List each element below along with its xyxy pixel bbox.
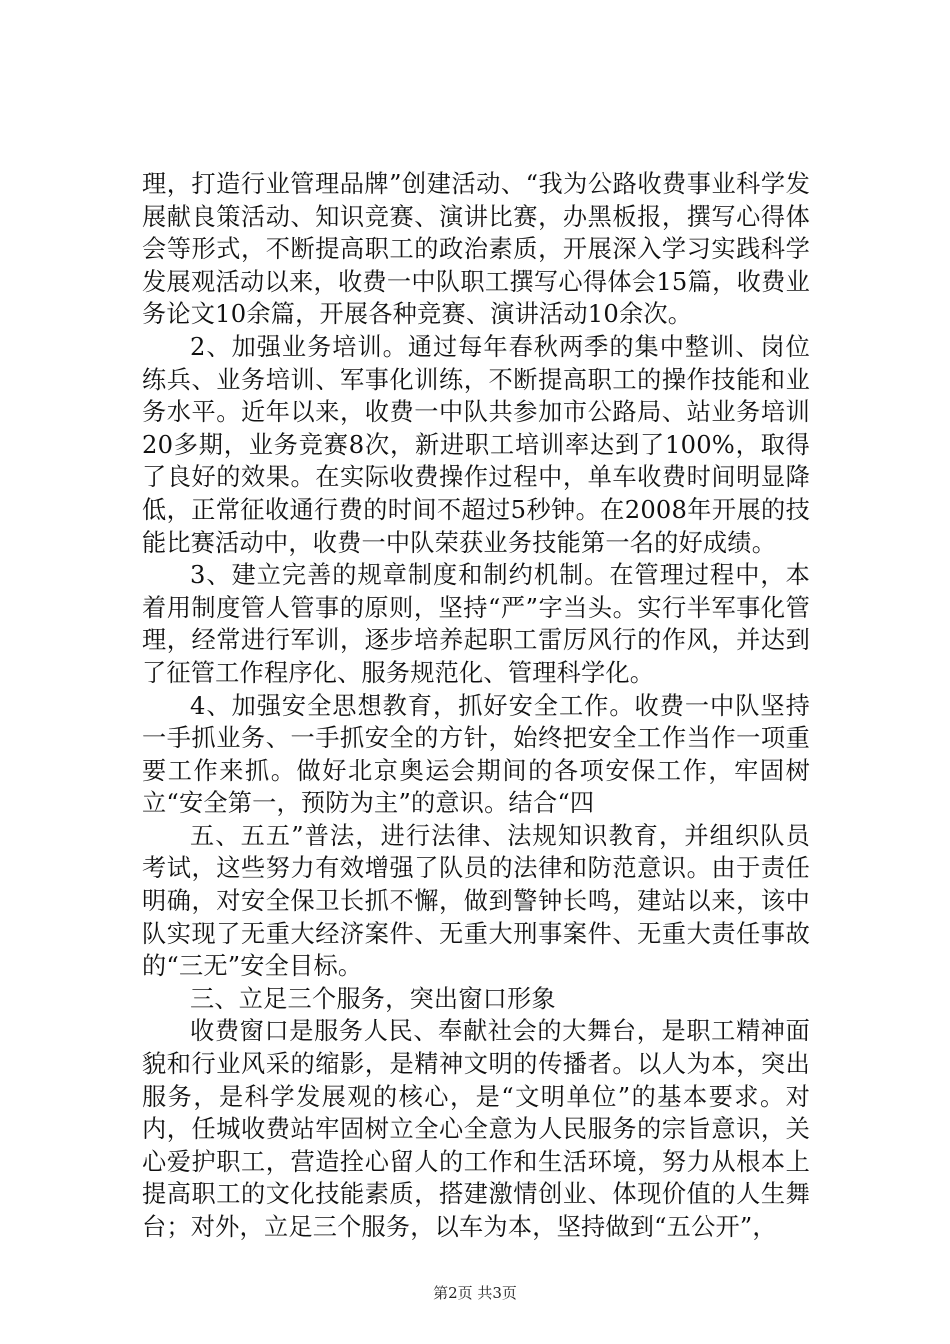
page-number-footer: 第2页 共3页 [433,1284,517,1302]
paragraph-2: 2、加强业务培训。通过每年春秋两季的集中整训、岗位练兵、业务培训、军事化训练，不断提高职工的操作技能和业务水平。近年以来，收费一中队共参加市公路局、站业务培训20多期，业务竞赛8次，新进职工培训率达到了100%，取得了良好的效果。在实际收费操作过程中，单车收费时间明显降低，正常征收通行费的时间不超过5秒钟。在2008年开展的技能比赛活动中，收费一中队荣获业务技能第一名的好成绩。 [142,332,810,557]
section-heading: 三、立足三个服务，突出窗口形象 [190,984,556,1013]
paragraph-4: 4、加强安全思想教育，抓好安全工作。收费一中队坚持一手抓业务、一手抓安全的方针，始终把安全工作当作一项重要工作来抓。做好北京奥运会期间的各项安保工作，牢固树立“安全第一，预防为主”的意识。结合“四 [142,691,810,818]
document-body [142,168,810,1244]
paragraph-3: 3、建立完善的规章制度和制约机制。在管理过程中，本着用制度管人管事的原则，坚持“严”字当头。实行半军事化管理，经常进行军训，逐步培养起职工雷厉风行的作风，并达到了征管工作程序化、服务规范化、管理科学化。 [142,561,810,687]
paragraph-6: 收费窗口是服务人民、奉献社会的大舞台，是职工精神面貌和行业风采的缩影，是精神文明的传播者。以人为本，突出服务，是科学发展观的核心，是“文明单位”的基本要求。对内，任城收费站牢固树立全心全意为人民服务的宗旨意识，关心爱护职工，营造拴心留人的工作和生活环境，努力从根本上提高职工的文化技能素质，搭建激情创业、体现价值的人生舞台；对外，立足三个服务，以车为本，坚持做到“五公开”， [142,1017,810,1241]
paragraph-1: 理，打造行业管理品牌”创建活动、“我为公路收费事业科学发展献良策活动、知识竞赛、演讲比赛，办黑板报，撰写心得体会等形式，不断提高职工的政治素质，开展深入学习实践科学发展观活动以来，收费一中队职工撰写心得体会15篇，收费业务论文10余篇，开展各种竞赛、演讲活动10余次。 [142,170,810,329]
paragraph-5: 五、五五”普法，进行法律、法规知识教育，并组织队员考试，这些努力有效增强了队员的法律和防范意识。由于责任明确，对安全保卫长抓不懈，做到警钟长鸣，建站以来，该中队实现了无重大经济案件、无重大刑事案件、无重大责任事故的“三无”安全目标。 [142,821,810,981]
